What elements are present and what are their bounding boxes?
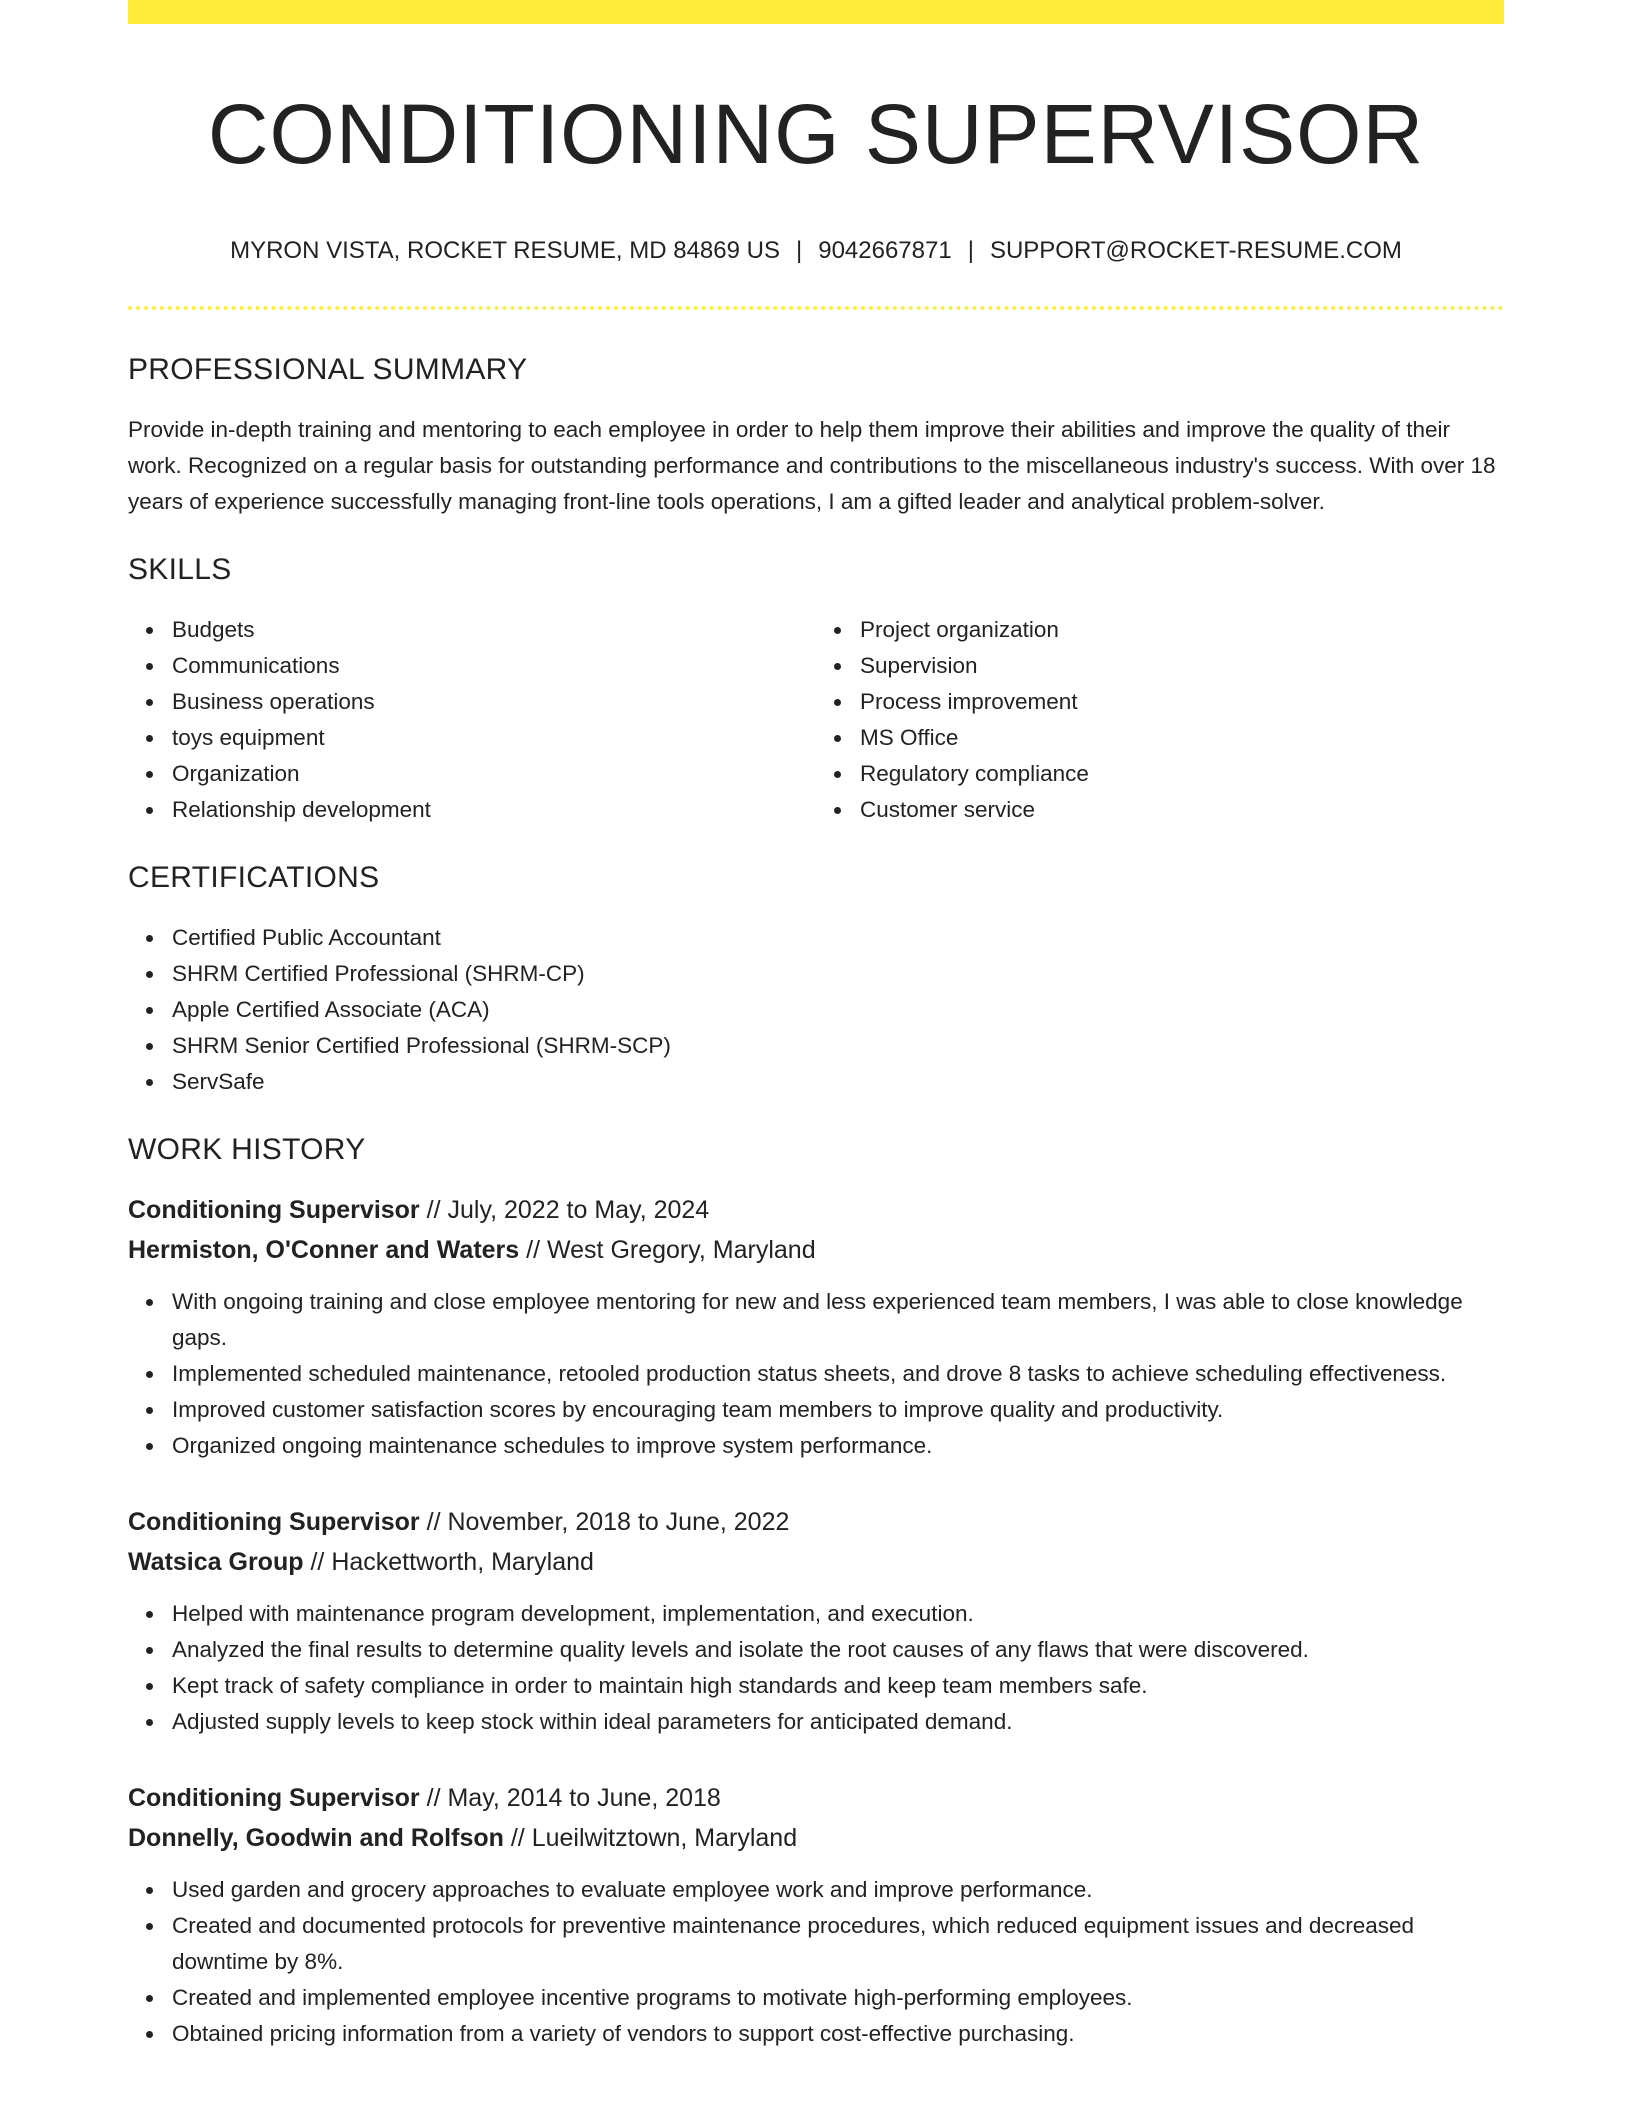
skills-list-right [816, 612, 1504, 828]
separator: // [426, 1195, 441, 1224]
job-bullet: With ongoing training and close employee mentoring for new and less experienced team members, I was able to close knowledge gaps. [172, 1284, 1504, 1356]
contact-separator: | [795, 236, 803, 264]
contact-line [128, 237, 1504, 266]
job-bullet: Kept track of safety compliance in order to maintain high standards and keep team members safe. [172, 1668, 1504, 1704]
dotted-divider [128, 306, 1504, 310]
job-bullets [128, 1284, 1504, 1464]
certification-item: SHRM Certified Professional (SHRM-CP) [172, 956, 1504, 992]
job-bullet: Organized ongoing maintenance schedules to improve system performance. [172, 1428, 1504, 1464]
separator: // [510, 1823, 525, 1852]
skills-section [128, 552, 1504, 828]
job-bullets [128, 1596, 1504, 1740]
section-heading: SKILLS [128, 552, 232, 586]
resume-page [128, 0, 1504, 2052]
skill-item: Project organization [860, 612, 1504, 648]
skill-item: Process improvement [860, 684, 1504, 720]
job-title-line [128, 1502, 1504, 1542]
summary-section [128, 352, 1504, 520]
skill-item: Budgets [172, 612, 816, 648]
job-location: West Gregory, Maryland [547, 1235, 816, 1264]
contact-email: SUPPORT@ROCKET-RESUME.COM [989, 236, 1402, 264]
separator: // [426, 1783, 441, 1812]
skill-item: Business operations [172, 684, 816, 720]
skill-item: Supervision [860, 648, 1504, 684]
job-bullet: Created and documented protocols for preventive maintenance procedures, which reduced equipment issues and decreased downtime by 8%. [172, 1908, 1504, 1980]
job-entry [128, 1502, 1504, 1740]
job-dates: November, 2018 to June, 2022 [447, 1507, 790, 1536]
top-accent-bar [128, 0, 1504, 24]
section-heading: WORK HISTORY [128, 1132, 366, 1166]
job-title-line [128, 1190, 1504, 1230]
job-dates: May, 2014 to June, 2018 [447, 1783, 721, 1812]
job-bullet: Created and implemented employee incentive programs to motivate high-performing employees. [172, 1980, 1504, 2016]
job-company: Watsica Group [128, 1547, 304, 1576]
section-heading: PROFESSIONAL SUMMARY [128, 352, 528, 386]
certification-item: Apple Certified Associate (ACA) [172, 992, 1504, 1028]
job-entry [128, 1190, 1504, 1464]
job-company-line [128, 1542, 1504, 1582]
job-entry [128, 1778, 1504, 2052]
work-history-section [128, 1132, 1504, 2052]
certification-item: SHRM Senior Certified Professional (SHRM-SCP) [172, 1028, 1504, 1064]
skill-item: toys equipment [172, 720, 816, 756]
skill-item: Regulatory compliance [860, 756, 1504, 792]
certification-item: ServSafe [172, 1064, 1504, 1100]
certification-item: Certified Public Accountant [172, 920, 1504, 956]
job-bullets [128, 1872, 1504, 2052]
contact-address: MYRON VISTA, ROCKET RESUME, MD 84869 US [230, 236, 780, 264]
job-company: Hermiston, O'Conner and Waters [128, 1235, 520, 1264]
job-company-line [128, 1818, 1504, 1858]
skill-item: MS Office [860, 720, 1504, 756]
job-bullet: Analyzed the final results to determine quality levels and isolate the root causes of any flaws that were discovered. [172, 1632, 1504, 1668]
skills-grid [128, 612, 1504, 828]
separator: // [526, 1235, 541, 1264]
job-dates: July, 2022 to May, 2024 [447, 1195, 710, 1224]
job-title: Conditioning Supervisor [128, 1507, 420, 1536]
summary-text: Provide in-depth training and mentoring to each employee in order to help them improve their abilities and improve the quality of their work. Recognized on a regular basis for outstanding performance and contributions to the miscellaneous industry's success. With over 18 years of experience successfully managing front-line tools operations, I am a gifted leader and analytical problem-solver. [128, 416, 1496, 514]
job-title-line [128, 1778, 1504, 1818]
contact-phone: 9042667871 [818, 236, 952, 264]
skill-item: Communications [172, 648, 816, 684]
job-bullet: Implemented scheduled maintenance, retooled production status sheets, and drove 8 tasks to achieve scheduling effectiveness. [172, 1356, 1504, 1392]
job-bullet: Obtained pricing information from a variety of vendors to support cost-effective purchasing. [172, 2016, 1504, 2052]
certifications-list [128, 920, 1504, 1100]
job-bullet: Used garden and grocery approaches to evaluate employee work and improve performance. [172, 1872, 1504, 1908]
separator: // [426, 1507, 441, 1536]
section-heading: CERTIFICATIONS [128, 860, 380, 894]
skill-item: Relationship development [172, 792, 816, 828]
job-location: Hackettworth, Maryland [331, 1547, 594, 1576]
job-title: Conditioning Supervisor [128, 1195, 420, 1224]
job-location: Lueilwitztown, Maryland [531, 1823, 798, 1852]
skill-item: Customer service [860, 792, 1504, 828]
job-company: Donnelly, Goodwin and Rolfson [128, 1823, 504, 1852]
job-company-line [128, 1230, 1504, 1270]
skills-list-left [128, 612, 816, 828]
skill-item: Organization [172, 756, 816, 792]
job-bullet: Helped with maintenance program development, implementation, and execution. [172, 1596, 1504, 1632]
job-bullet: Improved customer satisfaction scores by encouraging team members to improve quality and productivity. [172, 1392, 1504, 1428]
separator: // [310, 1547, 325, 1576]
job-bullet: Adjusted supply levels to keep stock within ideal parameters for anticipated demand. [172, 1704, 1504, 1740]
job-title: Conditioning Supervisor [128, 1783, 420, 1812]
certifications-section [128, 860, 1504, 1100]
contact-separator: | [967, 236, 974, 264]
candidate-name: CONDITIONING SUPERVISOR [207, 87, 1425, 181]
